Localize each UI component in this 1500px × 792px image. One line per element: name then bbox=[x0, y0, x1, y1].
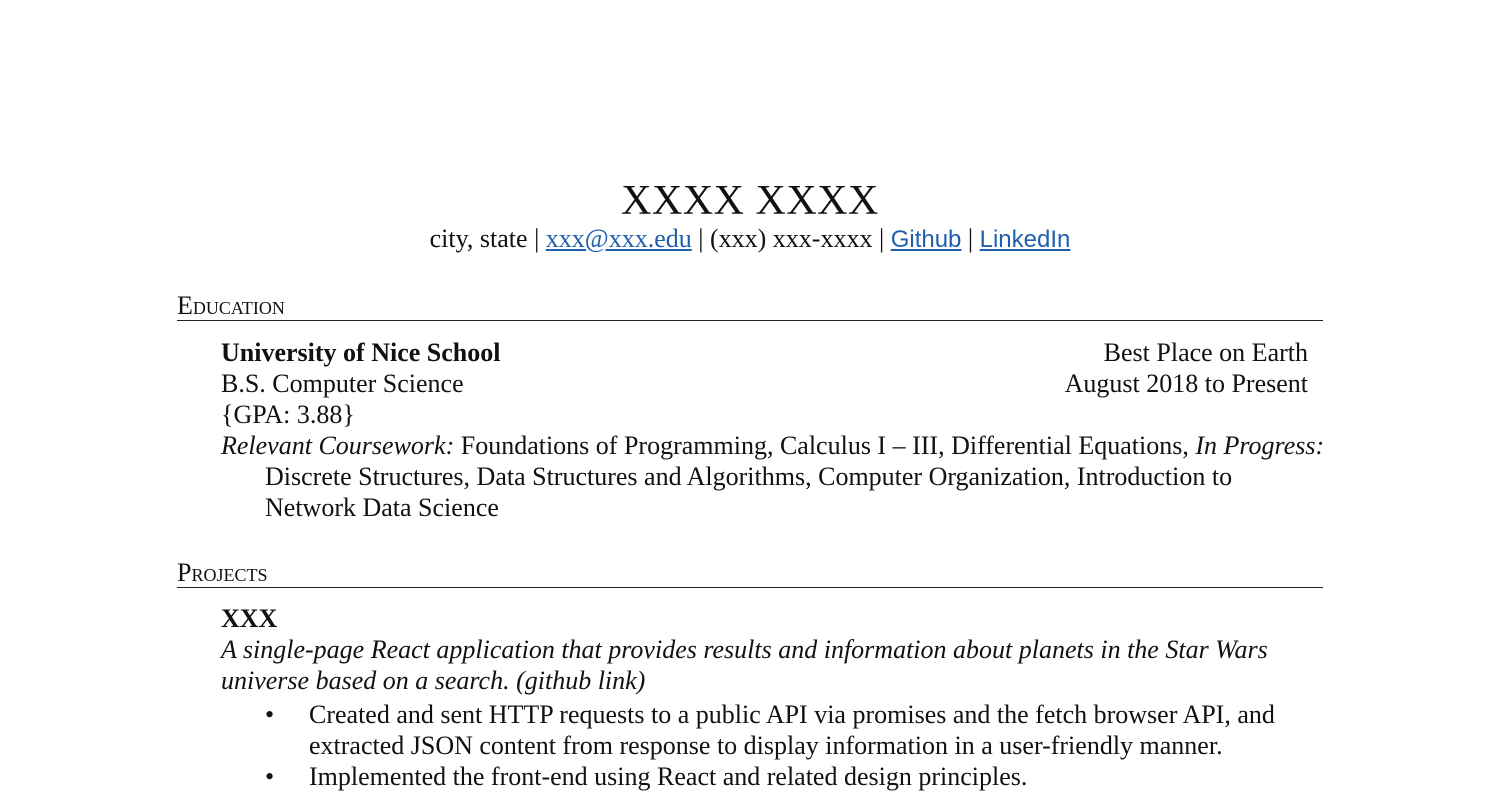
relevant-coursework bbox=[221, 430, 1325, 523]
project-description: A single-page React application that provides results and information about planets in the Star Wars universe based on a search. (github link) bbox=[221, 635, 1268, 695]
location-text: city, state bbox=[429, 224, 528, 253]
separator: | bbox=[967, 224, 974, 253]
phone-text: (xxx) xxx-xxxx bbox=[709, 224, 873, 253]
education-heading: Education bbox=[177, 292, 1323, 321]
projects-heading: Projects bbox=[177, 559, 1323, 588]
project-title: XXX bbox=[221, 604, 278, 633]
education-dates: August 2018 to Present bbox=[1064, 369, 1308, 398]
separator: | bbox=[534, 224, 540, 253]
project-bullets bbox=[265, 699, 1315, 792]
gpa: {GPA: 3.88} bbox=[221, 400, 355, 429]
bullet-icon: • bbox=[265, 762, 275, 791]
linkedin-link[interactable]: LinkedIn bbox=[979, 226, 1071, 253]
degree: B.S. Computer Science bbox=[221, 369, 464, 398]
github-link[interactable]: Github bbox=[890, 226, 962, 253]
coursework-in-progress: Discrete Structures, Data Structures and Algorithms, Computer Organization, Introduction to Network Data Science bbox=[265, 462, 1233, 522]
separator: | bbox=[698, 224, 704, 253]
candidate-name: XXXX XXXX bbox=[621, 178, 879, 224]
contact-line bbox=[0, 224, 1500, 255]
coursework-completed: Foundations of Programming, Calculus I – III, Differential Equations, bbox=[454, 431, 1196, 460]
bullet-icon: • bbox=[265, 700, 275, 729]
coursework-label: Relevant Coursework: bbox=[221, 431, 455, 460]
school-name: University of Nice School bbox=[221, 338, 501, 367]
list-item bbox=[265, 699, 1315, 761]
separator: | bbox=[878, 224, 885, 253]
bullet-text: Created and sent HTTP requests to a public API via promises and the fetch browser API, and extracted JSON content from response to display information in a user-friendly manner. bbox=[309, 700, 1275, 760]
list-item bbox=[265, 761, 1315, 792]
bullet-text: Implemented the front-end using React and related design principles. bbox=[309, 762, 1028, 791]
school-location: Best Place on Earth bbox=[1103, 338, 1308, 367]
email-link[interactable]: xxx@xxx.edu bbox=[545, 224, 692, 253]
in-progress-label: In Progress: bbox=[1195, 431, 1325, 460]
